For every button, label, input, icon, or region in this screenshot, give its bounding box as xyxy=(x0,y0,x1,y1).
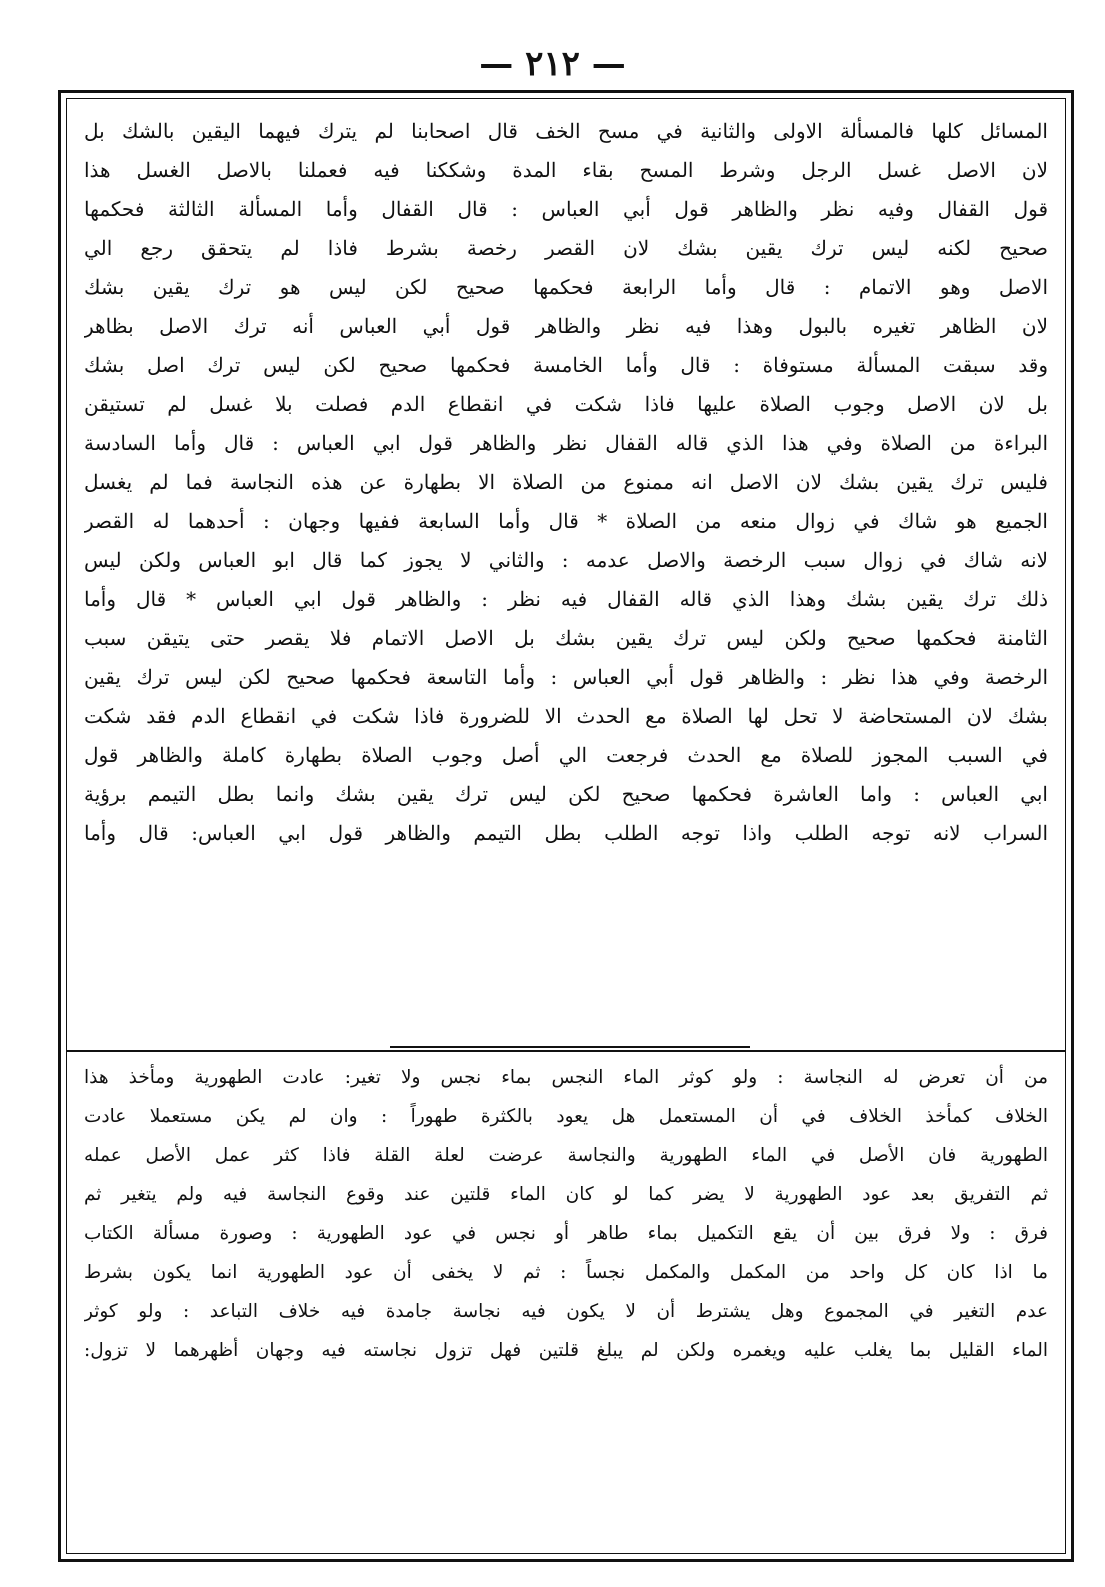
footnote-line: ما اذا كان كل واحد من المكمل والمكمل نجساً : ثم لا يخفى أن عود الطهورية انما يكون بشرط xyxy=(84,1262,1048,1283)
main-text-line: لان الاصل غسل الرجل وشرط المسح بقاء المدة وشككنا فيه فعملنا بالاصل الغسل هذا xyxy=(84,158,1048,182)
main-text-line: في السبب المجوز للصلاة مع الحدث فرجعت الي أصل وجوب الصلاة بطهارة كاملة والظاهر قول xyxy=(84,743,1048,767)
main-text-line: ابي العباس : واما العاشرة فحكمها صحيح لكن ليس ترك يقين بشك وانما بطل التيمم برؤية xyxy=(84,782,1048,806)
main-text xyxy=(84,112,1048,853)
footnote-line: ثم التفريق بعد عود الطهورية لا يضر كما لو كان الماء قلتين عند وقوع النجاسة فيه ولم يتغير ثم xyxy=(84,1184,1048,1205)
footnote-line: الخلاف كمأخذ الخلاف في أن المستعمل هل يعود بالكثرة طهوراً : وان لم يكن مستعملا عادت xyxy=(84,1106,1048,1127)
main-text-line: بشك لان المستحاضة لا تحل لها الصلاة مع الحدث الا للضرورة فاذا شكت في انقطاع الدم فقد شكت xyxy=(84,704,1048,728)
main-text-line: صحيح لكنه ليس ترك يقين بشك لان القصر رخصة بشرط فاذا لم يتحقق رجع الي xyxy=(84,236,1048,260)
main-text-line: لانه شاك في زوال سبب الرخصة والاصل عدمه : والثاني لا يجوز كما قال ابو العباس ولكن ليس xyxy=(84,548,1048,572)
main-text-line: وقد سبقت المسألة مستوفاة : قال وأما الخامسة فحكمها صحيح لكن ليس ترك اصل بشك xyxy=(84,353,1048,377)
footnote-line: الماء القليل بما يغلب عليه ويغمره ولكن لم يبلغ قلتين فهل تزول نجاسته فيه وجهان أظهرهما لا تزول: xyxy=(84,1340,1048,1361)
main-text-line: الاصل وهو الاتمام : قال وأما الرابعة فحكمها صحيح لكن ليس هو ترك يقين بشك xyxy=(84,275,1048,299)
page-number: — ٢١٢ — xyxy=(479,44,626,84)
main-text-line: قول القفال وفيه نظر والظاهر قول أبي العباس : قال القفال وأما المسألة الثالثة فحكمها xyxy=(84,197,1048,221)
main-text-line: ذلك ترك يقين بشك وهذا الذي قاله القفال فيه نظر : والظاهر قول ابي العباس * قال وأما xyxy=(84,587,1048,611)
footnote-separator xyxy=(66,1050,1066,1052)
footnote-line: فرق : ولا فرق بين أن يقع التكميل بماء طاهر أو نجس في عود الطهورية : وصورة مسألة الكتاب xyxy=(84,1223,1048,1244)
main-text-line: فليس ترك يقين بشك لان الاصل انه ممنوع من الصلاة الا بطهارة عن هذه النجاسة فما لم يغسل xyxy=(84,470,1048,494)
main-text-line: بل لان الاصل وجوب الصلاة عليها فاذا شكت في انقطاع الدم فصلت بلا غسل لم تستيقن xyxy=(84,392,1048,416)
separator-accent xyxy=(390,1046,750,1048)
main-text-line: البراءة من الصلاة وفي هذا الذي قاله القفال نظر والظاهر قول ابي العباس : قال وأما السادسة xyxy=(84,431,1048,455)
main-text-line: الثامنة فحكمها صحيح ولكن ليس ترك يقين بشك بل الاصل الاتمام فلا يقصر حتى يتيقن سبب xyxy=(84,626,1048,650)
main-text-line: السراب لانه توجه الطلب واذا توجه الطلب بطل التيمم والظاهر قول ابي العباس: قال وأما xyxy=(84,821,1048,845)
footnote-line: عدم التغير في المجموع وهل يشترط أن لا يكون فيه نجاسة جامدة فيه خلاف التباعد : ولو كوثر xyxy=(84,1301,1048,1322)
main-text-line: الرخصة وفي هذا نظر : والظاهر قول أبي العباس : وأما التاسعة فحكمها صحيح لكن ليس ترك يقين xyxy=(84,665,1048,689)
main-text-line: لان الظاهر تغيره بالبول وهذا فيه نظر والظاهر قول أبي العباس أنه ترك الاصل بظاهر xyxy=(84,314,1048,338)
footnote-line: من أن تعرض له النجاسة : ولو كوثر الماء النجس بماء نجس ولا تغير: عادت الطهورية ومأخذ هذا xyxy=(84,1067,1048,1088)
footnote-text xyxy=(84,1058,1048,1370)
main-text-line: المسائل كلها فالمسألة الاولى والثانية في مسح الخف قال اصحابنا لم يترك فيهما اليقين بالشك بل xyxy=(84,119,1048,143)
main-text-line: الجميع هو شاك في زوال منعه من الصلاة * قال وأما السابعة ففيها وجهان : أحدهما له القصر xyxy=(84,509,1048,533)
footnote-line: الطهورية فان الأصل في الماء الطهورية والنجاسة عرضت لعلة القلة فاذا كثر عمل الأصل عمله xyxy=(84,1145,1048,1166)
